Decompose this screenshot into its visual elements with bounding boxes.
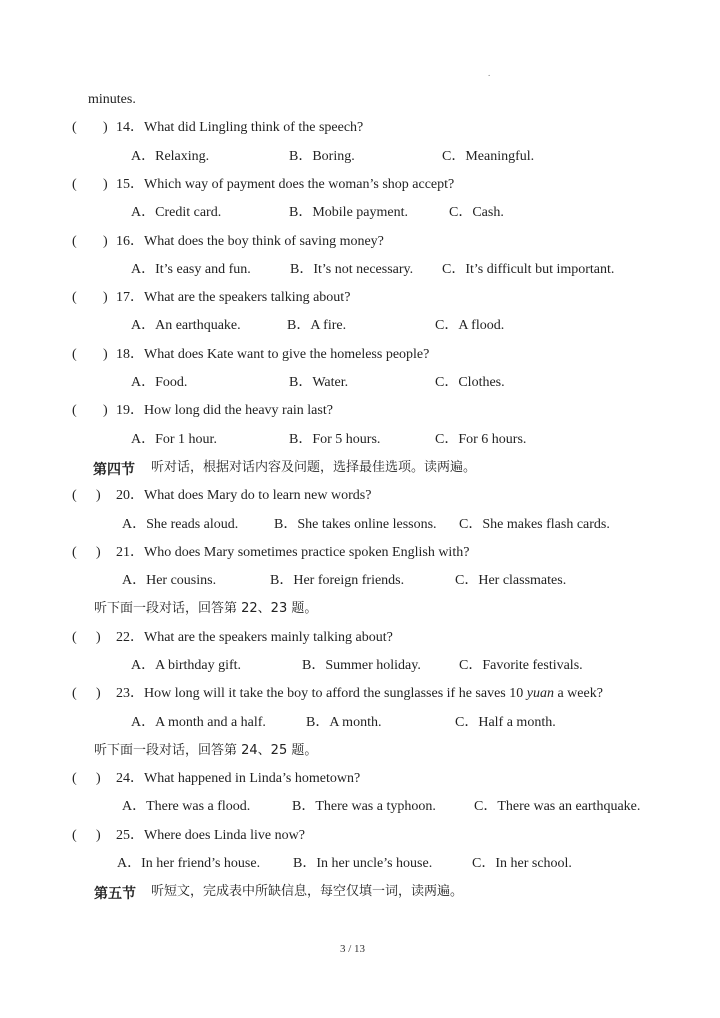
question-stem: 19．How long did the heavy rain last? <box>116 403 333 418</box>
answer-bracket-open: ( <box>72 120 77 135</box>
stem-text: 23．How long will it take the boy to afford the sunglasses if he saves 10 <box>116 686 527 701</box>
answer-bracket-close: ) <box>96 630 101 645</box>
stem-text-end: a week? <box>553 686 603 701</box>
option-b: B．She takes online lessons. <box>274 517 437 532</box>
answer-bracket-open: ( <box>72 686 77 701</box>
option-a: A．She reads aloud. <box>122 517 239 532</box>
answer-bracket-open: ( <box>72 771 77 786</box>
option-a: A．In her friend’s house. <box>117 856 261 871</box>
option-a: A．It’s easy and fun. <box>131 262 251 277</box>
answer-bracket-open: ( <box>72 828 77 843</box>
section-title: 第五节 <box>94 886 136 902</box>
option-c: C．There was an earthquake. <box>474 799 641 814</box>
question-stem: 20．What does Mary do to learn new words? <box>116 488 372 503</box>
option-b: B．There was a typhoon. <box>292 799 436 814</box>
answer-bracket-open: ( <box>72 630 77 645</box>
answer-bracket-close: ) <box>103 120 108 135</box>
option-b: B．Summer holiday. <box>302 658 421 673</box>
answer-bracket-close: ) <box>96 828 101 843</box>
section-instruction: 听对话，根据对话内容及问题，选择最佳选项。读两遍。 <box>151 460 477 475</box>
answer-bracket-close: ) <box>103 234 108 249</box>
option-b: B．Mobile payment. <box>289 205 408 220</box>
option-c: C．For 6 hours. <box>435 432 527 447</box>
option-b: B．Boring. <box>289 149 355 164</box>
option-b: B．A month. <box>306 715 382 730</box>
option-a: A．An earthquake. <box>131 318 241 333</box>
option-b: B．In her uncle’s house. <box>293 856 433 871</box>
option-c: C．Her classmates. <box>455 573 567 588</box>
option-a: A．Her cousins. <box>122 573 217 588</box>
dialogue-note-22-23: 听下面一段对话，回答第 22、23 题。 <box>94 601 318 616</box>
question-stem: 22．What are the speakers mainly talking about? <box>116 630 393 645</box>
continuation-text: minutes. <box>88 92 136 107</box>
section-title: 第四节 <box>93 462 135 478</box>
option-c: C．She makes flash cards. <box>459 517 610 532</box>
option-a: A．Relaxing. <box>131 149 210 164</box>
option-c: C．A flood. <box>435 318 505 333</box>
option-a: A．Credit card. <box>131 205 222 220</box>
answer-bracket-close: ) <box>96 488 101 503</box>
option-a: A．A birthday gift. <box>131 658 242 673</box>
answer-bracket-close: ) <box>103 347 108 362</box>
answer-bracket-open: ( <box>72 545 77 560</box>
option-c: C．Cash. <box>449 205 504 220</box>
answer-bracket-close: ) <box>96 771 101 786</box>
answer-bracket-open: ( <box>72 347 77 362</box>
section-instruction: 听短文，完成表中所缺信息，每空仅填一词，读两遍。 <box>151 884 464 899</box>
question-stem: 21．Who does Mary sometimes practice spoken English with? <box>116 545 470 560</box>
option-b: B．A fire. <box>287 318 347 333</box>
answer-bracket-open: ( <box>72 234 77 249</box>
option-b: B．Her foreign friends. <box>270 573 405 588</box>
option-c: C．Clothes. <box>435 375 505 390</box>
option-a: A．There was a flood. <box>122 799 251 814</box>
option-a: A．Food. <box>131 375 188 390</box>
option-c: C．Half a month. <box>455 715 556 730</box>
option-b: B．For 5 hours. <box>289 432 381 447</box>
answer-bracket-close: ) <box>103 177 108 192</box>
option-a: A．For 1 hour. <box>131 432 217 447</box>
question-stem: 24．What happened in Linda’s hometown? <box>116 771 361 786</box>
answer-bracket-close: ) <box>96 686 101 701</box>
option-c: C．It’s difficult but important. <box>442 262 615 277</box>
answer-bracket-close: ) <box>96 545 101 560</box>
question-stem: 17．What are the speakers talking about? <box>116 290 351 305</box>
option-c: C．Meaningful. <box>442 149 535 164</box>
stem-italic-word: yuan <box>526 686 554 701</box>
dialogue-note-24-25: 听下面一段对话，回答第 24、25 题。 <box>94 743 318 758</box>
answer-bracket-close: ) <box>103 403 108 418</box>
corner-mark: . <box>488 68 491 78</box>
answer-bracket-open: ( <box>72 403 77 418</box>
answer-bracket-open: ( <box>72 488 77 503</box>
answer-bracket-open: ( <box>72 177 77 192</box>
question-stem: 15．Which way of payment does the woman’s shop accept? <box>116 177 455 192</box>
answer-bracket-close: ) <box>103 290 108 305</box>
question-stem: 25．Where does Linda live now? <box>116 828 305 843</box>
page-number: 3 / 13 <box>340 943 366 955</box>
answer-bracket-open: ( <box>72 290 77 305</box>
option-a: A．A month and a half. <box>131 715 266 730</box>
option-b: B．It’s not necessary. <box>290 262 414 277</box>
question-stem <box>116 685 603 703</box>
question-stem: 16．What does the boy think of saving money? <box>116 234 384 249</box>
option-c: C．Favorite festivals. <box>459 658 583 673</box>
option-c: C．In her school. <box>472 856 572 871</box>
question-stem: 14．What did Lingling think of the speech? <box>116 120 364 135</box>
option-b: B．Water. <box>289 375 349 390</box>
question-stem: 18．What does Kate want to give the homeless people? <box>116 347 430 362</box>
